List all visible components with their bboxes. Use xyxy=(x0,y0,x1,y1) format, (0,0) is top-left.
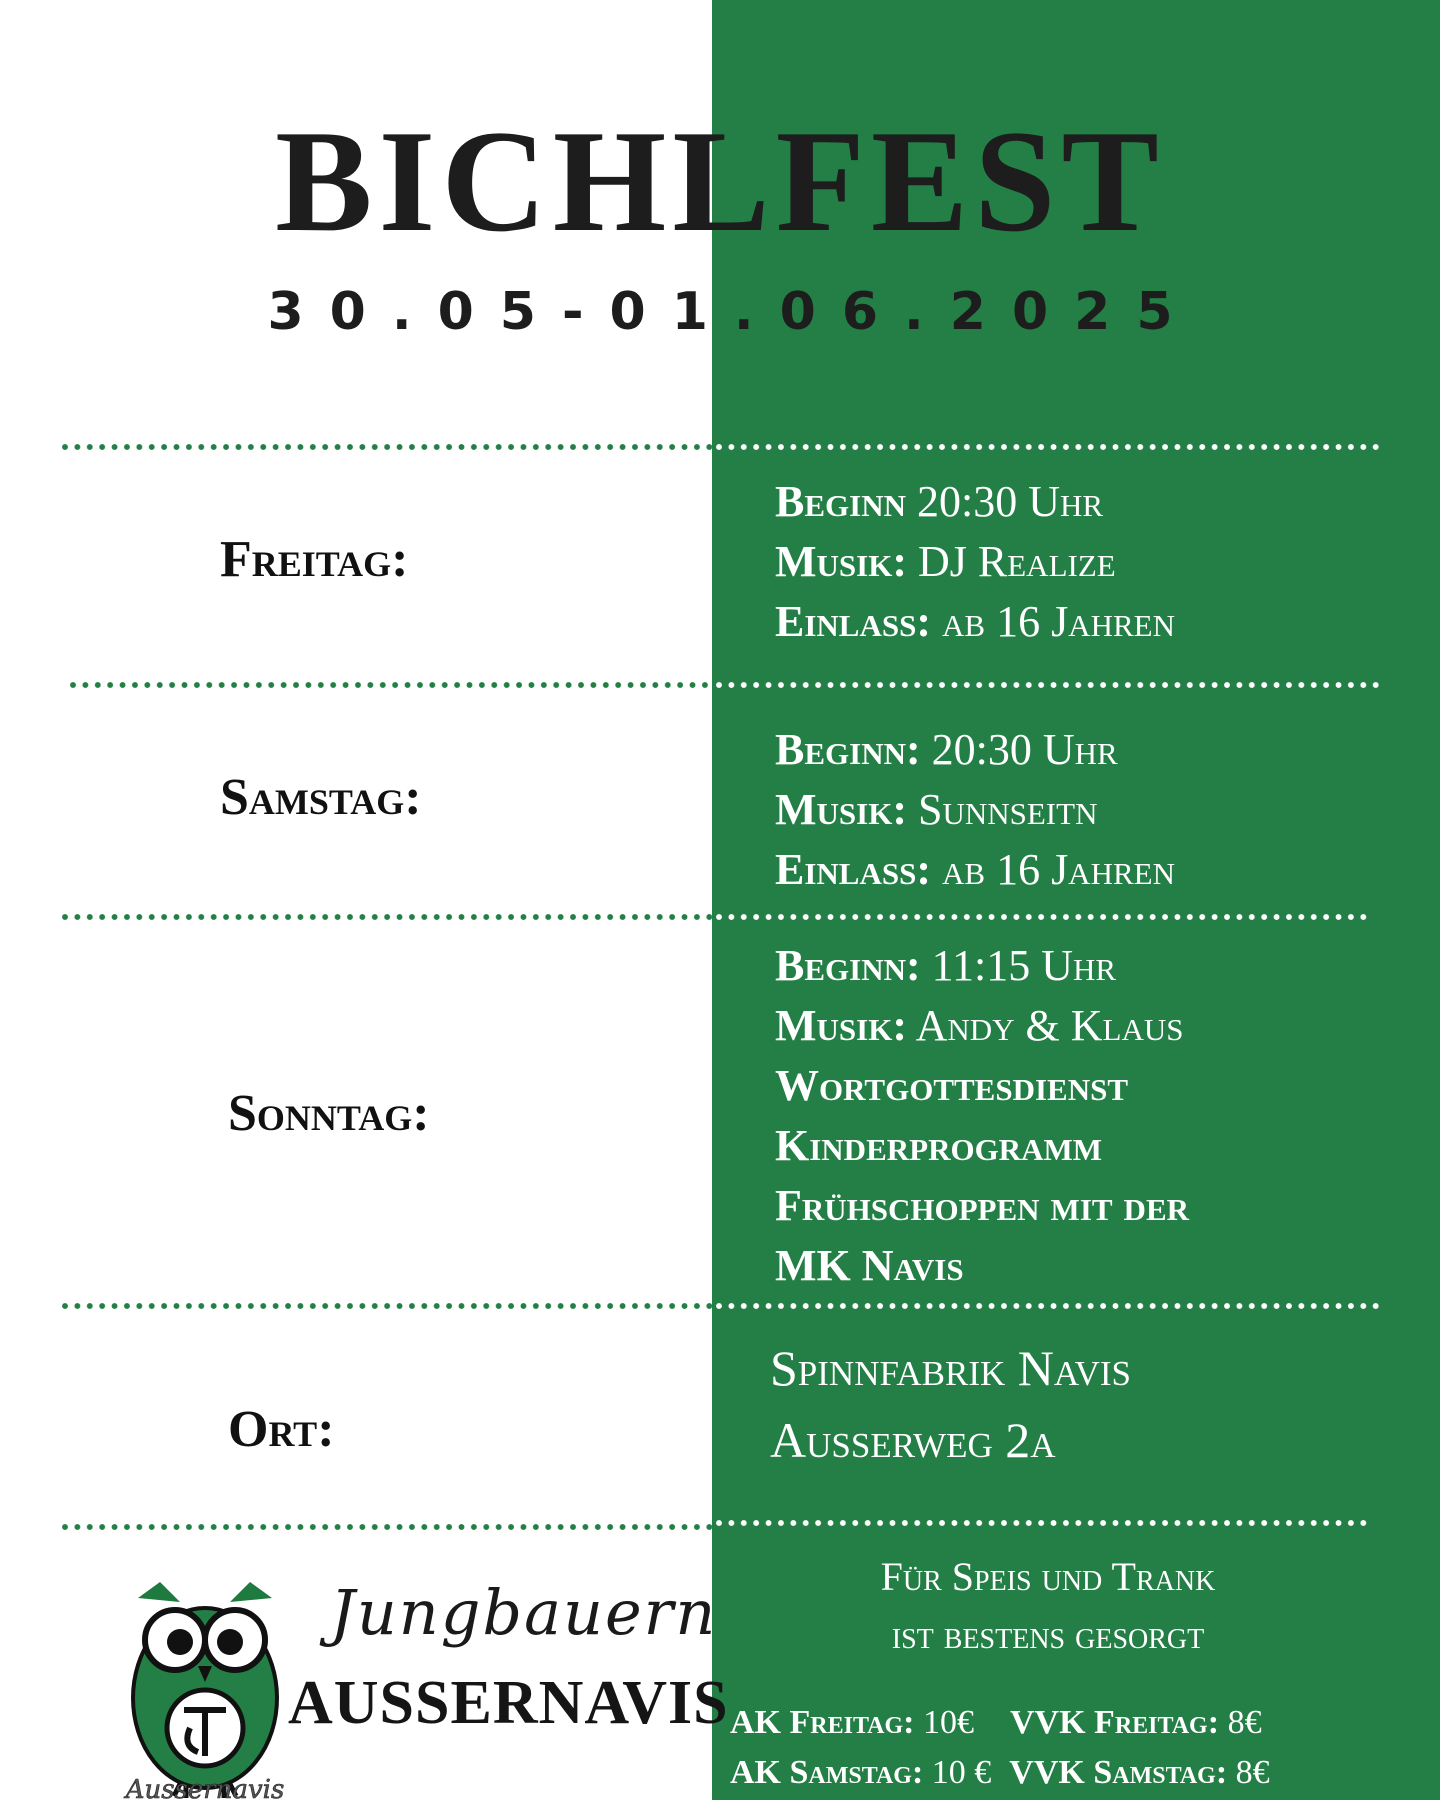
speis-line: Für Speis und Trank xyxy=(880,1554,1216,1599)
sonntag-info xyxy=(775,936,1189,1296)
info-line: Beginn 20:30 Uhr xyxy=(775,477,1104,526)
price-list xyxy=(730,1698,1270,1798)
info-line: Beginn: 11:15 Uhr xyxy=(775,941,1117,990)
info-line: Musik: Andy & Klaus xyxy=(775,1001,1184,1050)
event-title: BICHLFEST xyxy=(275,100,1165,262)
brand-name: AUSSERNAVIS xyxy=(288,1669,729,1737)
divider xyxy=(70,682,712,688)
divider xyxy=(62,444,712,450)
green-panel xyxy=(712,0,1440,1800)
ort-line: Spinnfabrik Navis xyxy=(770,1340,1132,1396)
divider xyxy=(716,1520,1372,1526)
speis-text xyxy=(716,1548,1380,1664)
info-line: Beginn: 20:30 Uhr xyxy=(775,725,1118,774)
divider xyxy=(62,914,712,920)
divider xyxy=(716,444,1380,450)
divider xyxy=(62,1524,712,1530)
price-row: AK Samstag: 10 € VVK Samstag: 8€ xyxy=(730,1754,1270,1791)
brand-script: Jungbauern xyxy=(330,1576,718,1649)
samstag-info xyxy=(775,720,1175,900)
price-row: AK Freitag: 10€ VVK Freitag: 8€ xyxy=(730,1704,1262,1741)
info-line: Einlass: ab 16 Jahren xyxy=(775,845,1175,894)
speis-line: ist bestens gesorgt xyxy=(891,1612,1205,1657)
owl-icon xyxy=(120,1578,290,1800)
ort-info xyxy=(770,1332,1131,1476)
divider xyxy=(62,1303,712,1309)
info-line: MK Navis xyxy=(775,1241,964,1290)
divider xyxy=(716,682,1380,688)
logo-caption: Aussernavis xyxy=(125,1775,285,1800)
day-label-ort: Ort: xyxy=(228,1401,335,1458)
info-line: Frühschoppen mit der xyxy=(775,1181,1190,1230)
info-line: Wortgottesdienst xyxy=(775,1061,1129,1110)
day-label-samstag: Samstag: xyxy=(220,769,422,826)
event-dates: 30.05-01.06.2025 xyxy=(267,282,1199,342)
divider xyxy=(716,914,1372,920)
freitag-info xyxy=(775,472,1175,652)
info-line: Einlass: ab 16 Jahren xyxy=(775,597,1175,646)
day-label-sonntag: Sonntag: xyxy=(228,1085,430,1142)
ort-line: Ausserweg 2a xyxy=(770,1412,1056,1468)
info-line: Musik: Sunnseitn xyxy=(775,785,1098,834)
info-line: Kinderprogramm xyxy=(775,1121,1102,1170)
divider xyxy=(716,1303,1380,1309)
day-label-freitag: Freitag: xyxy=(220,531,409,588)
info-line: Musik: DJ Realize xyxy=(775,537,1116,586)
